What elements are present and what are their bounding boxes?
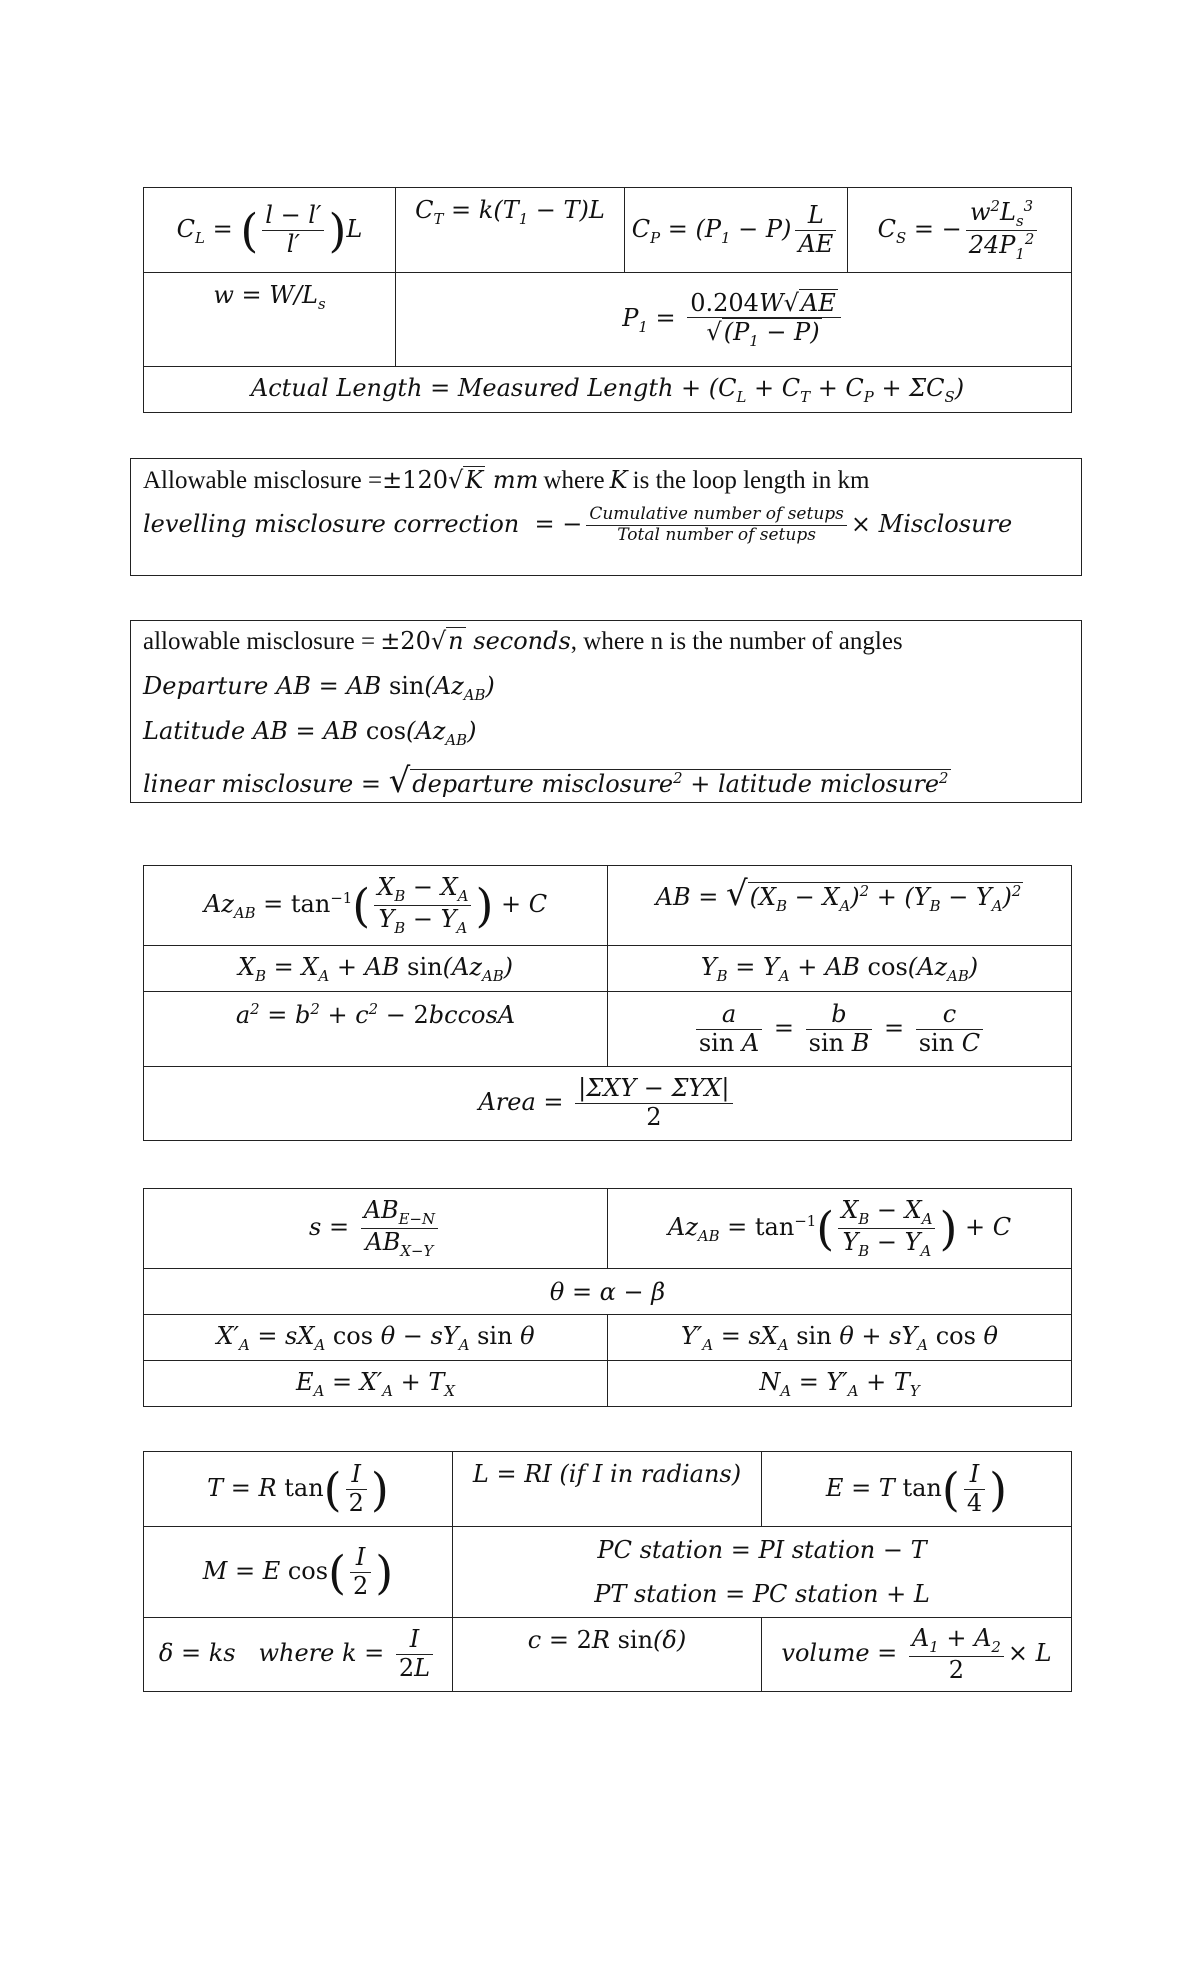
latitude-term: latitude miclosure [717,770,940,798]
departure-label: Departure AB [143,672,311,700]
pc-station-formula: PC station = PI station − T [597,1536,927,1564]
tape-corrections-table [143,187,1072,413]
tangent-length-formula: T = R tan( $\frac{I}{2}$ ) [144,1452,453,1527]
linear-misclosure-formula: linear misclosure = √departure misclosure$^2$ + latitude miclosure$^2$ [143,761,949,801]
pc-station-label-2: PC station [752,1580,879,1608]
angular-misclosure-text: allowable misclosure = [143,628,376,655]
where-label: where [258,1639,335,1667]
curve-length-formula: L = RI (if I in radians) [453,1452,762,1527]
traverse-misclosure-box [130,620,1082,803]
where-text: where [543,467,605,494]
area-label: Area [478,1088,536,1116]
actual-length-label: Actual Length [250,373,423,402]
coordinate-geometry-table [143,865,1072,1141]
setups-denominator: Total number of setups [617,524,816,545]
measured-length-label: Measured Length [457,373,674,402]
sag-correction-formula: $C_S$ = − $\frac{w^2L_s^3}{24P_1^2}$ [848,188,1072,273]
loop-length-text: is the loop length in km [632,467,870,494]
actual-length-formula: Actual Length = Measured Length + $(C_L + C_T + C_P + \Sigma C_S)$ [144,367,1072,413]
allowable-misclosure-line: Allowable misclosure =±120√K mm where K is the loop length in km [143,466,870,494]
angular-misclosure-value: ±20 [380,627,431,655]
setups-numerator: Cumulative number of setups [586,505,847,526]
curves-table [143,1451,1072,1692]
deflection-formula: δ = ks where k = $\frac{I}{2L}$ [144,1618,453,1692]
allowable-misclosure-text: Allowable misclosure = [143,467,383,494]
latitude-label: Latitude AB [143,717,288,745]
external-distance-formula: E = T tan( $\frac{I}{4}$ ) [762,1452,1072,1527]
allowable-misclosure-unit: mm [492,466,539,494]
departure-term: departure misclosure [412,770,674,798]
unit-weight-formula: $w = W/L_s$ [144,273,396,367]
x-rotation-formula: $X'_A = sX_A$ $\cos \theta - sY_A$ sin θ [144,1315,608,1361]
scale-formula: s = $\frac{AB_{E-N}}{AB_{X-Y}}$ [144,1189,608,1269]
azimuth-formula: $Az_{AB} = \tan^{-1}$( $\frac{X_B - X_A}{Y_B - Y_A}$ ) + C [144,866,608,946]
normal-tension-formula: $P_1$ = $\frac{0.204W√AE}{√(P_1 - P)}$ [396,273,1072,367]
rotation-angle-formula: θ = α − β [144,1269,1072,1315]
sine-rule-formula: $\frac{a}{\text{sin A}}$ = $\frac{b}{\text{sin B}}$ = $\frac{c}{\text{sin C}}$ [608,992,1072,1067]
cosine-rule-formula: $a^2 = b^2 + c^2 - 2bccosA$ [144,992,608,1067]
levelling-misclosure-box [130,458,1082,576]
coordinate-transformation-table [143,1188,1072,1407]
allowable-misclosure-value: ±120 [382,466,448,494]
departure-formula: Departure AB = AB $\sin(Az_{AB})$ [143,672,495,704]
distance-formula: AB = $√(X_B - X_A)^2 + (Y_B - Y_A)^2$ [608,866,1072,946]
y-rotation-formula: $Y'_A = sX_A$ $\sin \theta + sY_A$ cos θ [608,1315,1072,1361]
number-of-angles-text: , where n is the number of angles [570,628,903,655]
latitude-formula: Latitude AB = AB $\cos(Az_{AB})$ [143,717,477,749]
misclosure-label: Misclosure [878,509,1013,538]
northing-formula: $Y_B = Y_A$ + AB $\cos(Az_{AB})$ [608,946,1072,992]
pi-station-label: PI station [758,1536,876,1564]
area-formula: Area = $\frac{\text{|ΣXY − ΣYX|}}{2}$ [144,1067,1072,1141]
chord-formula: c = 2R sin(δ) [453,1618,762,1692]
volume-label: volume [781,1639,870,1667]
misclosure-correction-line: levelling misclosure correction = − $\frac{\text{Cumulative number of setups}}{\text{Total number of setups}}$ × Misclosure [143,504,1013,545]
radians-condition: if I in radians [568,1460,732,1488]
easting-formula: $X_B = X_A$ + AB $\sin(Az_{AB})$ [144,946,608,992]
pt-station-formula: PT station = PC station + L [594,1580,930,1608]
linear-misclosure-label: linear misclosure [143,770,354,798]
station-formulas [453,1527,1072,1618]
angular-misclosure-line: allowable misclosure = ±20√n seconds, where n is the number of angles [143,627,903,655]
middle-ordinate-formula: M = E cos( $\frac{I}{2}$ ) [144,1527,453,1618]
transform-azimuth-formula: $Az_{AB} = \tan^{-1}$( $\frac{X_B - X_A}{Y_B - Y_A}$ ) + C [608,1189,1072,1269]
pc-station-label: PC station [597,1536,724,1564]
temperature-correction-formula: $C_T = k(T_1 - T)L$ [396,188,625,273]
volume-formula: volume = $\frac{A_1 + A_2}{2}$ × L [762,1618,1072,1692]
seconds-label: seconds [473,627,571,655]
length-correction-formula: $C_L$ = ( $\frac{l - l'}{l'}$ )L [144,188,396,273]
northing-translation-formula: $N_A = Y'_A + T_Y$ [608,1361,1072,1407]
pt-station-label: PT station [594,1580,718,1608]
correction-label: levelling misclosure correction [143,509,520,538]
pull-correction-formula: $C_P = (P_1 - P)$ $\frac{L}{AE}$ [625,188,848,273]
easting-translation-formula: $E_A = X'_A + T_X$ [144,1361,608,1407]
